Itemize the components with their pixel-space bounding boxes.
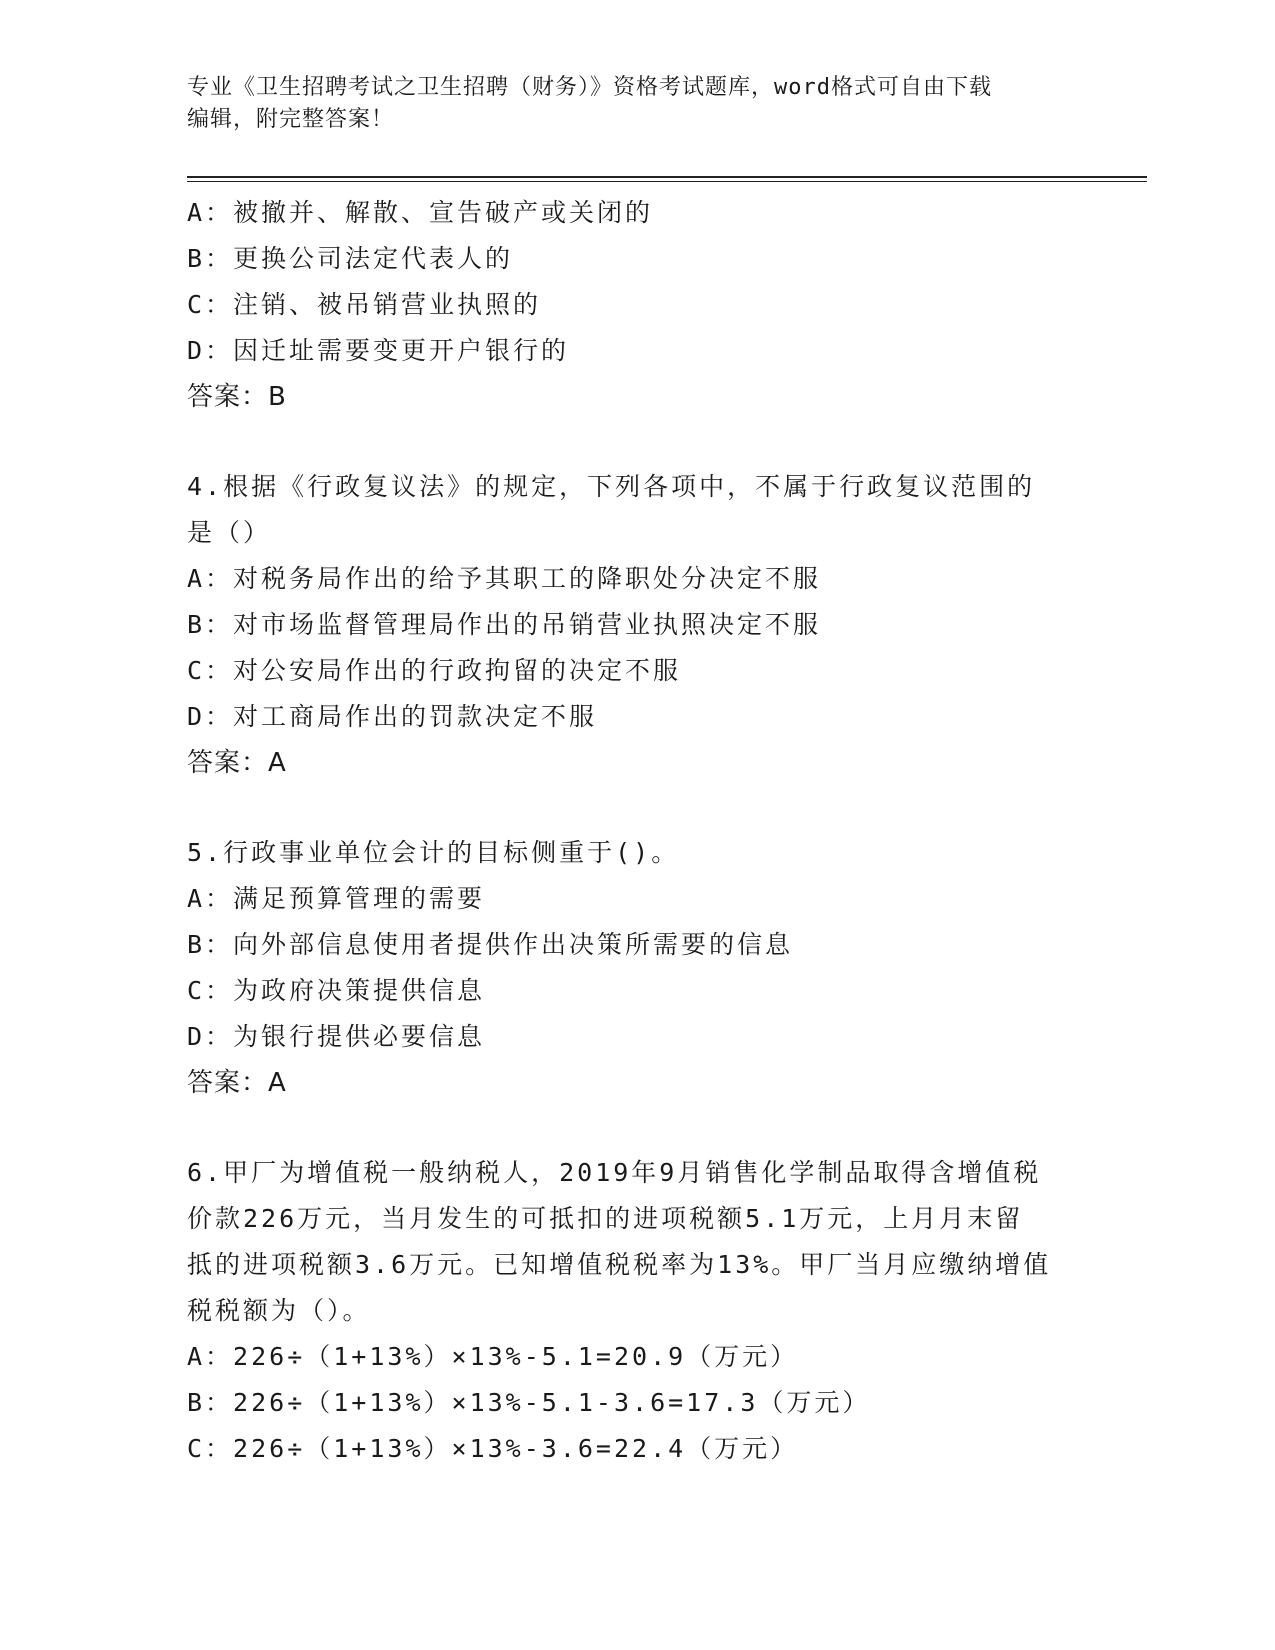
- header-line-2: 编辑，附完整答案！: [187, 107, 395, 132]
- header-divider: [187, 176, 1147, 182]
- question-6: [187, 1150, 1087, 1472]
- option-c: C：为政府决策提供信息: [187, 976, 486, 1005]
- header-line-1: 专业《卫生招聘考试之卫生招聘（财务）》资格考试题库，word格式可自由下载: [187, 75, 992, 100]
- question-stem: 价款226万元，当月发生的可抵扣的进项税额5.1万元，上月月末留: [187, 1204, 1024, 1233]
- question-list: [187, 190, 1087, 1472]
- option-b: B：向外部信息使用者提供作出决策所需要的信息: [187, 930, 794, 959]
- option-a: A：226÷（1+13%）×13%-5.1=20.9（万元）: [187, 1342, 799, 1371]
- question-stem: 4.根据《行政复议法》的规定，下列各项中，不属于行政复议范围的: [187, 472, 1036, 501]
- document-header: [187, 72, 1087, 136]
- question-stem: 6.甲厂为增值税一般纳税人，2019年9月销售化学制品取得含增值税: [187, 1158, 1042, 1187]
- answer: 答案：A: [187, 748, 287, 778]
- question-stem: 税税额为（）。: [187, 1296, 371, 1325]
- option-c: C：对公安局作出的行政拘留的决定不服: [187, 656, 682, 685]
- option-a: A：被撤并、解散、宣告破产或关闭的: [187, 198, 654, 227]
- option-d: D：因迁址需要变更开户银行的: [187, 336, 570, 365]
- question-stem: 是（）: [187, 518, 272, 547]
- option-b: B：226÷（1+13%）×13%-5.1-3.6=17.3（万元）: [187, 1388, 871, 1417]
- option-b: B：对市场监督管理局作出的吊销营业执照决定不服: [187, 610, 822, 639]
- option-c: C：注销、被吊销营业执照的: [187, 290, 542, 319]
- option-a: A：满足预算管理的需要: [187, 884, 486, 913]
- question-3: [187, 190, 1087, 420]
- answer: 答案：A: [187, 1068, 287, 1098]
- option-a: A：对税务局作出的给予其职工的降职处分决定不服: [187, 564, 822, 593]
- option-b: B：更换公司法定代表人的: [187, 244, 514, 273]
- question-stem: 抵的进项税额3.6万元。已知增值税税率为13%。甲厂当月应缴纳增值: [187, 1250, 1052, 1279]
- question-4: [187, 464, 1087, 786]
- question-stem: 5.行政事业单位会计的目标侧重于()。: [187, 838, 680, 867]
- option-c: C：226÷（1+13%）×13%-3.6=22.4（万元）: [187, 1434, 799, 1463]
- option-d: D：为银行提供必要信息: [187, 1022, 486, 1051]
- question-5: [187, 830, 1087, 1106]
- option-d: D：对工商局作出的罚款决定不服: [187, 702, 598, 731]
- answer: 答案：B: [187, 382, 287, 412]
